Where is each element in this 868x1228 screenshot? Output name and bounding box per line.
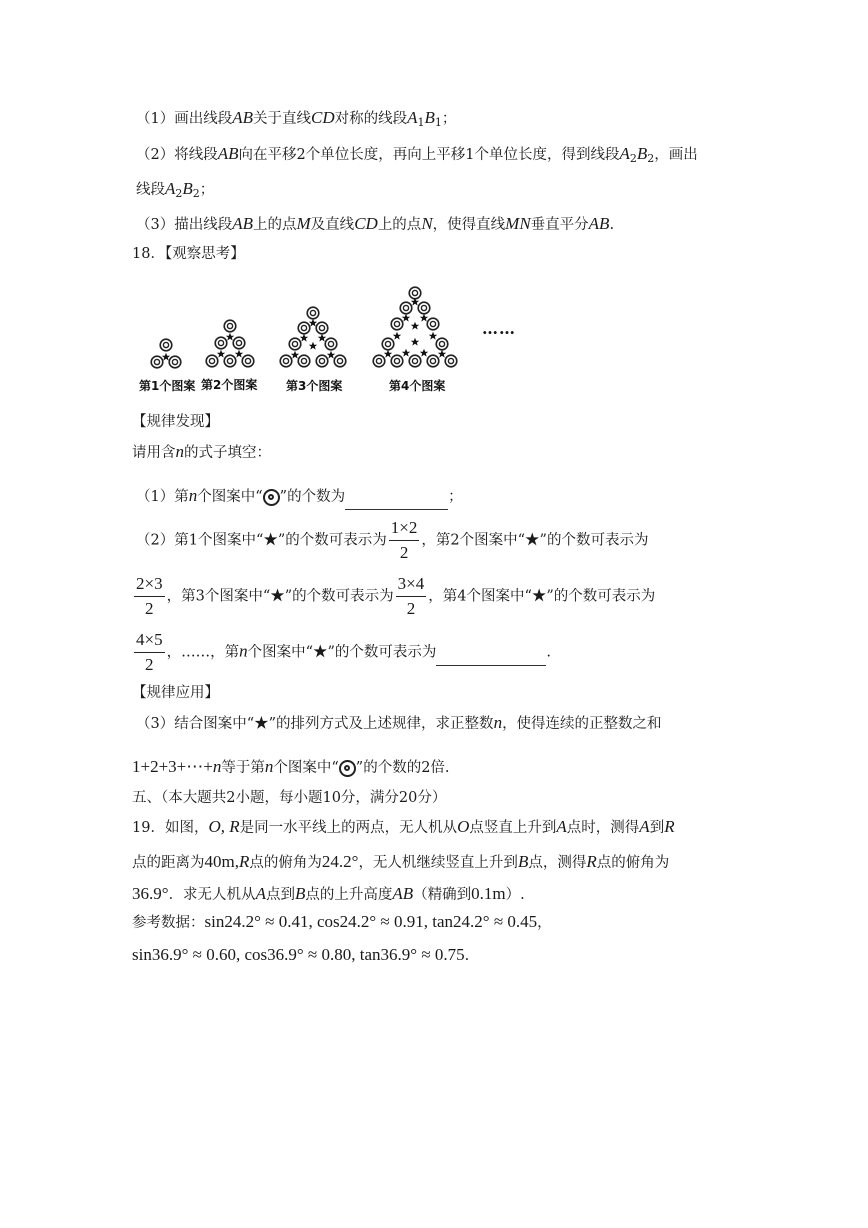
- rule-discovery-title: 【规律发现】: [132, 414, 219, 430]
- text: ”的个数的2倍.: [355, 760, 450, 776]
- text: 请用含: [132, 445, 176, 461]
- text: 第: [174, 489, 189, 505]
- point-b: B: [517, 852, 529, 871]
- text: 将线段: [174, 147, 218, 163]
- q18-part3: [136, 713, 662, 734]
- denominator: 2: [145, 655, 154, 674]
- text: 点的上升高度: [305, 887, 393, 903]
- text: 对称的线段: [334, 111, 408, 127]
- fraction-1: [389, 518, 420, 563]
- q18-part2: [136, 518, 648, 563]
- angle-value: 36.9°: [132, 884, 169, 903]
- text: 个图案中“: [197, 489, 263, 505]
- q17-part2-cont: [136, 179, 214, 204]
- fraction-3: [396, 574, 427, 619]
- text: ，无人机继续竖直上升到: [358, 855, 518, 871]
- point-r: R: [586, 852, 597, 871]
- point-n: N: [421, 214, 433, 233]
- line-mn: MN: [505, 214, 531, 233]
- denominator: 2: [399, 543, 409, 562]
- pattern-2: [206, 320, 254, 367]
- numerator: 2×3: [134, 574, 165, 597]
- point-a2: A: [619, 144, 630, 163]
- text: 是同一水平线上的两点，无人机从: [239, 820, 458, 836]
- var-n: n: [493, 713, 503, 732]
- subscript: 1: [434, 116, 442, 129]
- text: （精确到: [413, 887, 472, 903]
- text: ；: [199, 182, 215, 198]
- pattern-1: [151, 339, 181, 368]
- segment-ab: AB: [217, 144, 239, 163]
- text: 上的点: [253, 217, 297, 233]
- q19-line1: [132, 817, 675, 838]
- denominator: 2: [145, 599, 154, 618]
- segment-ab: AB: [232, 214, 254, 233]
- q17-part2: [136, 144, 698, 169]
- text: ，画出: [654, 147, 698, 163]
- q18-part1: [136, 486, 463, 510]
- text: 点到: [265, 887, 295, 903]
- var-n: n: [212, 757, 222, 776]
- var-n: n: [239, 641, 248, 661]
- text: 第1个图案中“★”的个数可表示为: [174, 532, 387, 549]
- ring-symbol-icon: [339, 758, 356, 778]
- text: ，使得直线: [432, 217, 506, 233]
- subscript: 2: [192, 187, 200, 200]
- var-n: n: [264, 757, 274, 776]
- answer-blank-1: [345, 489, 448, 510]
- point-a: A: [255, 884, 266, 903]
- text: 描出线段: [174, 217, 233, 233]
- precision-value: 0.1m: [471, 884, 506, 903]
- text: 参考数据：: [132, 915, 205, 931]
- fraction-4: [134, 630, 165, 675]
- text: ；: [448, 489, 463, 505]
- angle-value: 24.2°: [321, 852, 359, 871]
- segment-ab: AB: [588, 214, 610, 233]
- text: ，: [537, 915, 552, 931]
- part-number: （1）: [136, 111, 175, 127]
- point-r: R: [664, 817, 675, 836]
- part-number: （1）: [136, 489, 175, 505]
- point-a1: A: [407, 108, 418, 127]
- denominator: 2: [406, 599, 416, 618]
- subscript: 2: [629, 152, 637, 165]
- var-n: n: [188, 486, 198, 505]
- segment-ab: AB: [232, 108, 254, 127]
- text: 到: [649, 820, 665, 836]
- trig-values-36-9: sin36.9° ≈ 0.60, cos36.9° ≈ 0.80, tan36.9° ≈ 0.75: [132, 945, 465, 964]
- text: .: [609, 217, 615, 233]
- text: ，使得连续的正整数之和: [502, 716, 662, 732]
- text: ，第4个图案中“★”的个数可表示为: [428, 588, 656, 605]
- text: 垂直平分: [530, 217, 589, 233]
- instruction: [132, 442, 271, 463]
- text: 19．如图，: [132, 820, 209, 836]
- text: 上的点: [377, 217, 422, 233]
- q18-part2-cont: [136, 574, 655, 619]
- text: 点，测得: [528, 855, 587, 871]
- text: ．求无人机从: [168, 887, 256, 903]
- part-number: （2）: [136, 532, 175, 549]
- q18-part2-cont2: [136, 630, 551, 675]
- q17-part3: [136, 214, 614, 235]
- text: 结合图案中“★”的排列方式及上述规律，求正整数: [174, 716, 494, 732]
- pattern-4: [373, 287, 457, 367]
- text: ）.: [505, 887, 525, 903]
- point-a: A: [556, 817, 567, 836]
- text: 点的俯角为: [596, 855, 670, 871]
- q19-reference-data-2: [132, 945, 469, 966]
- part-number: （2）: [136, 147, 175, 163]
- pattern-label-3: 第3个图案: [286, 379, 343, 393]
- numerator: 4×5: [134, 630, 165, 653]
- text: 及直线: [310, 217, 355, 233]
- text: 点的距离为: [132, 855, 205, 871]
- segment-ab: AB: [392, 884, 414, 903]
- section-5-header: 五、（本大题共2小题，每小题10分，满分20分）: [132, 790, 447, 806]
- q17-part1: [136, 108, 456, 133]
- point-o: O: [457, 817, 470, 836]
- ring-symbol-icon: [263, 487, 280, 507]
- text: 个图案中“★”的个数可表示为: [247, 644, 437, 661]
- line-cd: CD: [354, 214, 378, 233]
- subscript: 2: [175, 187, 183, 200]
- part-number: （3）: [136, 716, 175, 732]
- text: 关于直线: [253, 111, 312, 127]
- pattern-label-2: 第2个图案: [201, 378, 258, 392]
- point-b2: B: [636, 144, 648, 163]
- q19-reference-data: [132, 912, 552, 933]
- text: 个图案中“: [273, 760, 339, 776]
- pattern-ellipsis: ……: [482, 319, 516, 338]
- point-b: B: [294, 884, 306, 903]
- q18-part3-cont: [132, 757, 450, 778]
- text: .: [464, 948, 470, 964]
- points-o-r: O, R: [208, 817, 240, 836]
- q18-title: 18．【观察思考】: [132, 246, 245, 262]
- text: ，第2个图案中“★”的个数可表示为: [421, 532, 649, 549]
- fraction-2: [134, 574, 165, 619]
- point-a2: A: [165, 179, 176, 198]
- text: ，……，第: [166, 644, 240, 661]
- text: 画出线段: [174, 111, 233, 127]
- subscript: 2: [647, 152, 655, 165]
- point-m: M: [296, 214, 311, 233]
- var-n: n: [175, 442, 184, 461]
- text: 点竖直上升到: [469, 820, 557, 836]
- answer-blank-2: [436, 645, 546, 666]
- point-a: A: [639, 817, 650, 836]
- text: ；: [441, 111, 457, 127]
- pattern-label-1: 第1个图案: [139, 379, 196, 393]
- trig-values-24-2: sin24.2° ≈ 0.41, cos24.2° ≈ 0.91, tan24.2° ≈ 0.45: [204, 912, 538, 931]
- subscript: 1: [417, 116, 425, 129]
- text: 线段: [136, 182, 165, 198]
- distance-value: 40m,: [204, 852, 239, 871]
- point-r: R: [238, 852, 250, 871]
- text: ”的个数为: [279, 489, 346, 505]
- rule-apply-title: 【规律应用】: [132, 685, 219, 701]
- text: ，第3个图案中“★”的个数可表示为: [166, 588, 394, 605]
- pattern-3: [280, 307, 346, 367]
- point-b1: B: [424, 108, 435, 127]
- q19-line2: [132, 852, 669, 873]
- line-cd: CD: [311, 108, 335, 127]
- text: .: [546, 644, 552, 661]
- pattern-label-4: 第4个图案: [389, 379, 446, 393]
- text: 点时，测得: [566, 820, 640, 836]
- pattern-figure: [136, 280, 476, 380]
- numerator: 1×2: [389, 518, 420, 541]
- text: 的式子填空：: [184, 445, 271, 461]
- text: 点的俯角为: [249, 855, 322, 871]
- part-number: （3）: [136, 217, 175, 233]
- sum-expression: 1+2+3+⋯+: [132, 757, 213, 776]
- q19-line3: [132, 884, 525, 905]
- text: 等于第: [221, 760, 265, 776]
- point-b2: B: [182, 179, 193, 198]
- text: 向在平移2个单位长度，再向上平移1个单位长度，得到线段: [238, 147, 620, 163]
- numerator: 3×4: [396, 574, 427, 597]
